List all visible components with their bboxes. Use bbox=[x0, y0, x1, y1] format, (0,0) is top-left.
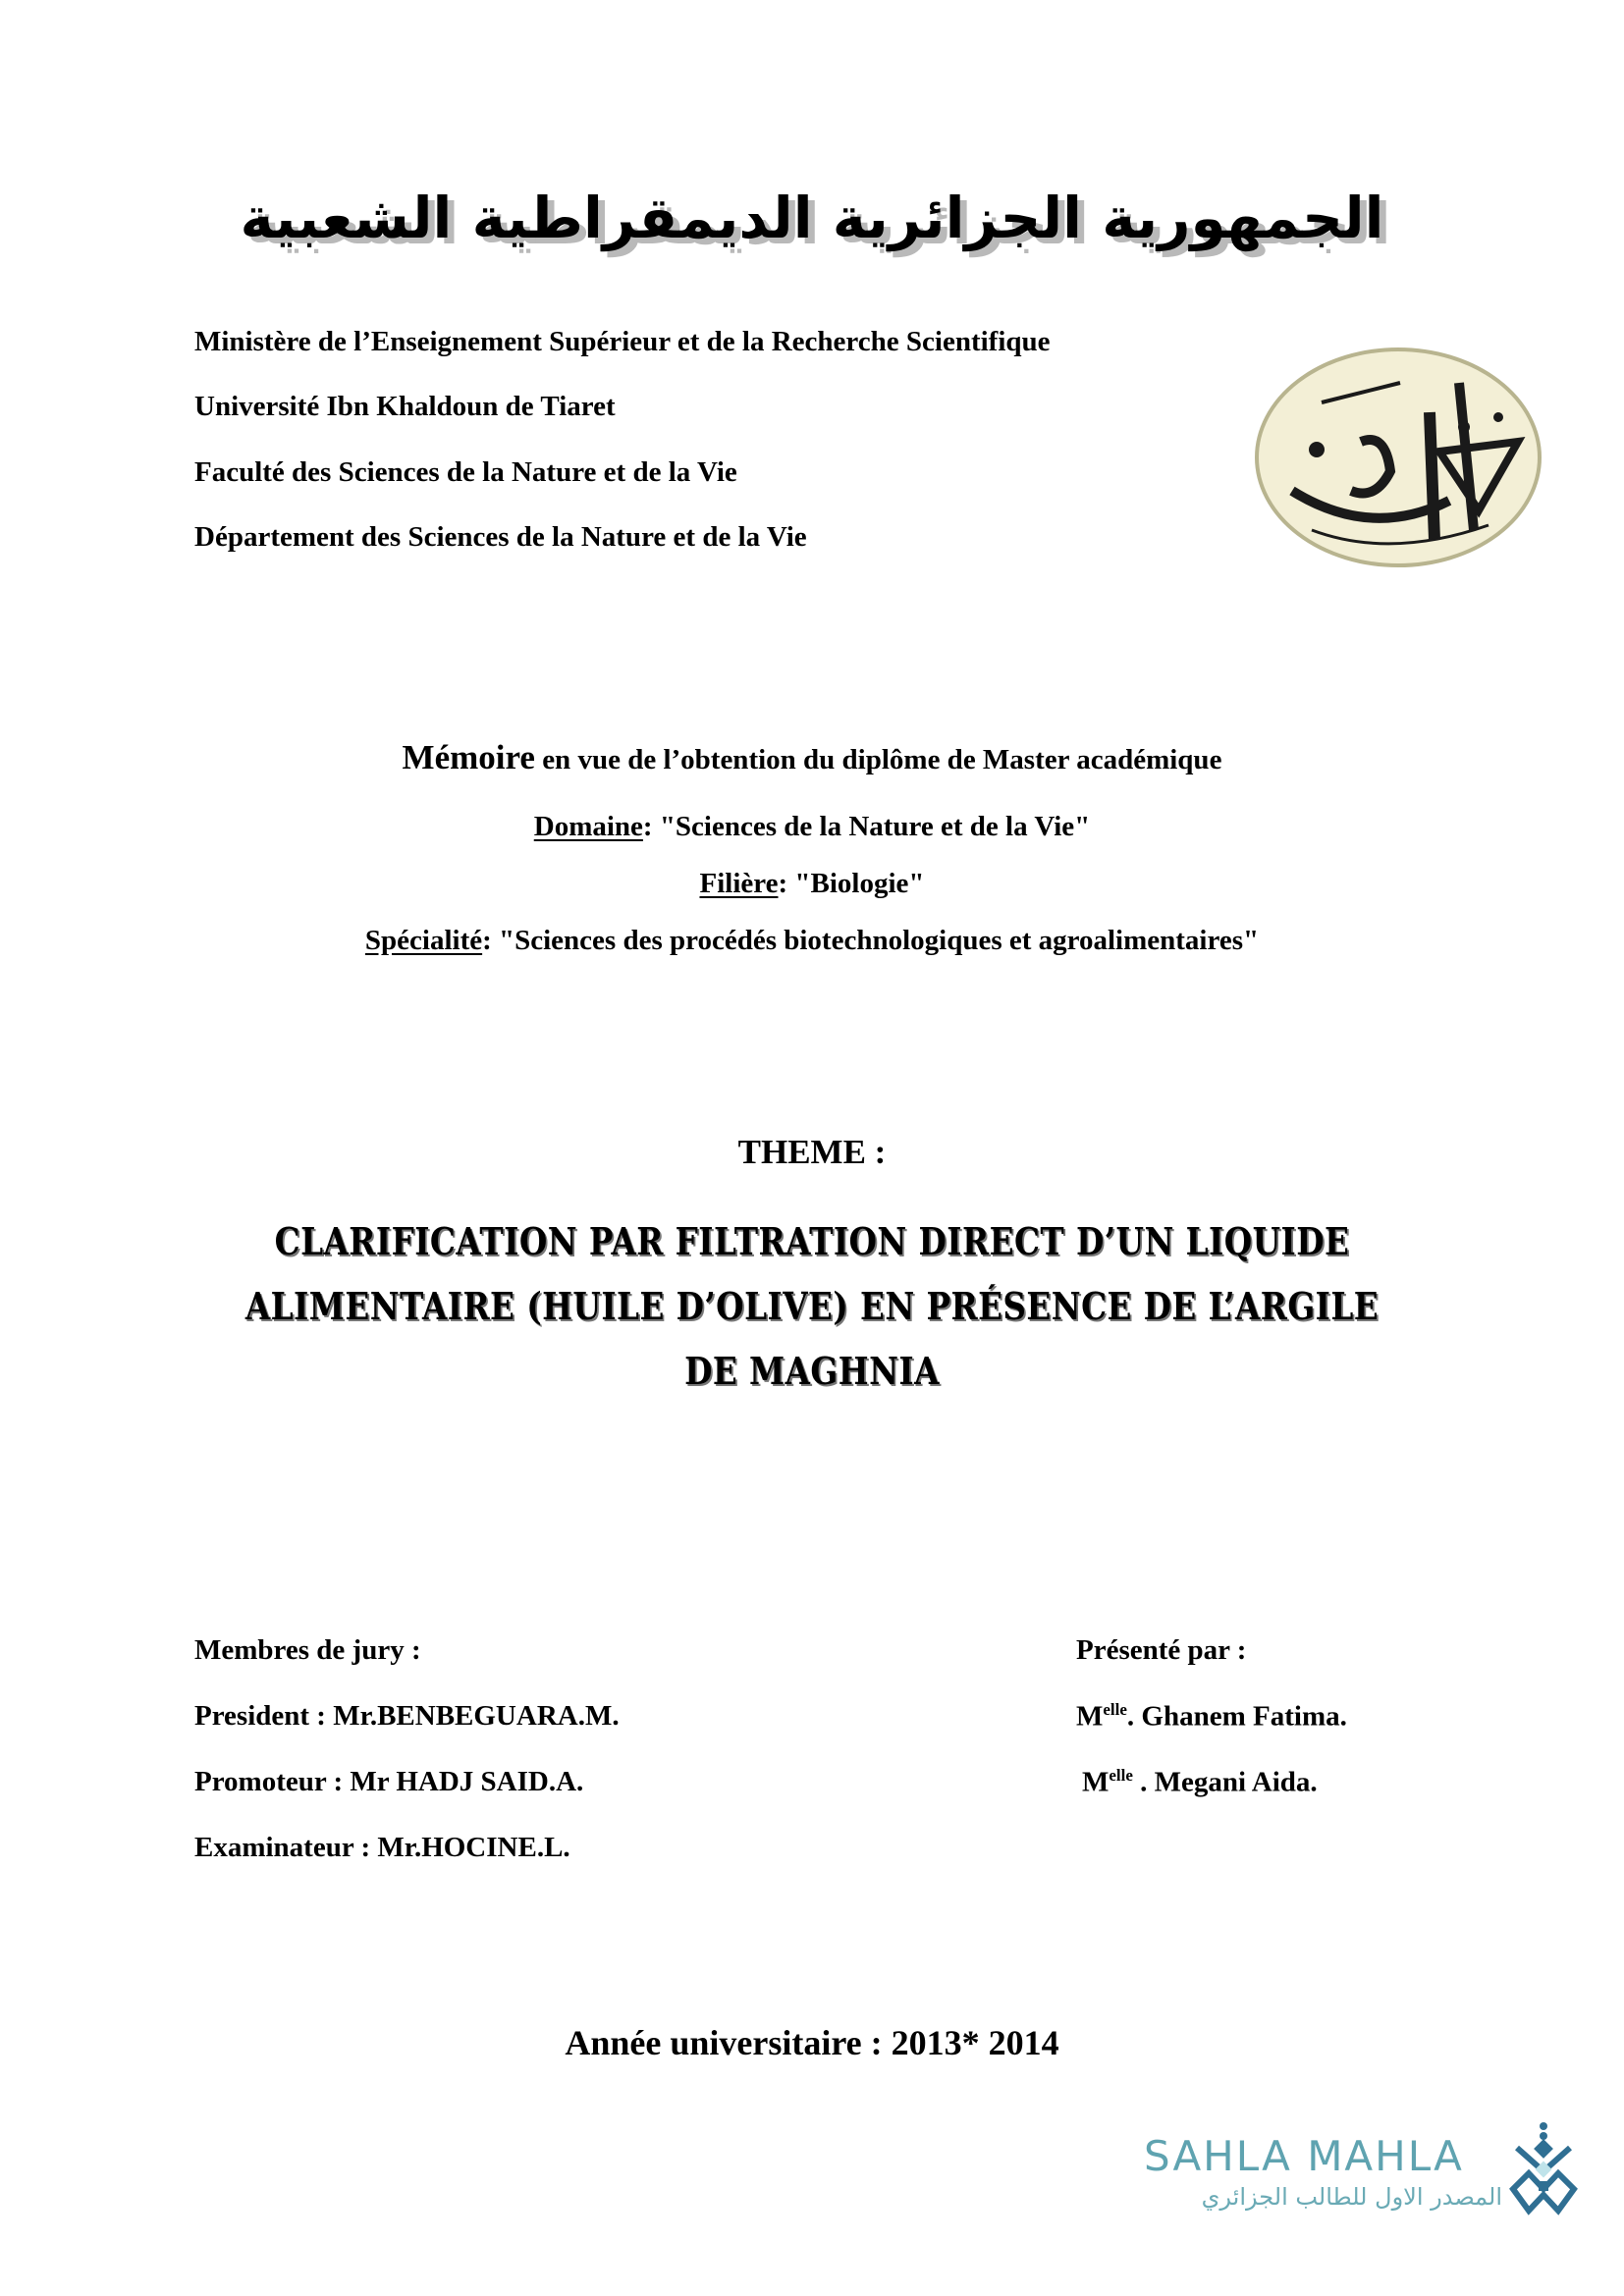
student-prefix: M bbox=[1082, 1766, 1110, 1798]
sahla-mahla-watermark bbox=[1144, 2132, 1576, 2230]
domaine-label: Domaine bbox=[533, 811, 643, 842]
domaine-line bbox=[0, 811, 1624, 843]
domaine-value: : "Sciences de la Nature et de la Vie" bbox=[642, 811, 1091, 842]
memoire-rest: en vue de l’obtention du diplôme de Master académique bbox=[534, 744, 1222, 775]
jury-heading: Membres de jury : bbox=[194, 1634, 421, 1666]
watermark-tagline: المصدر الاول للطالب الجزائري bbox=[1201, 2183, 1502, 2211]
sahla-mahla-logo-icon bbox=[1509, 2120, 1578, 2218]
jury-name: Mr HADJ SAID.A. bbox=[350, 1766, 584, 1797]
department-line: Département des Sciences de la Nature et de la Vie bbox=[194, 521, 807, 553]
student-2 bbox=[1082, 1766, 1318, 1799]
student-sup: elle bbox=[1109, 1766, 1133, 1785]
specialite-value: : "Sciences des procédés biotechnologiques et agroalimentaires" bbox=[482, 925, 1260, 956]
specialite-label: Spécialité bbox=[364, 925, 483, 956]
memoire-lead: Mémoire bbox=[402, 738, 535, 776]
theme-label: THEME : bbox=[737, 1133, 887, 1171]
jury-president bbox=[194, 1700, 620, 1733]
student-name: . Megani Aida. bbox=[1132, 1766, 1318, 1798]
filiere-value: : "Biologie" bbox=[778, 868, 925, 899]
jury-role: Examinateur : bbox=[194, 1832, 378, 1863]
specialite-line bbox=[0, 925, 1624, 957]
ministry-line: Ministère de l’Enseignement Supérieur et de la Recherche Scientifique bbox=[194, 326, 1051, 357]
watermark-brand: SAHLA MAHLA bbox=[1144, 2132, 1464, 2180]
jury-examinateur bbox=[194, 1832, 570, 1864]
faculty-line: Faculté des Sciences de la Nature et de la Vie bbox=[194, 456, 737, 488]
republic-title-arabic: الجمهورية الجزائرية الديمقراطية الشعبية bbox=[240, 185, 1384, 251]
jury-promoteur bbox=[194, 1766, 583, 1798]
theme-title-line: DE MAGHNIA bbox=[684, 1349, 940, 1393]
jury-name: Mr.BENBEGUARA.M. bbox=[333, 1700, 620, 1732]
theme-title-line: ALIMENTAIRE (HUILE D’OLIVE) EN PRÉSENCE DE L’ARGILE bbox=[244, 1284, 1380, 1328]
student-name: . Ghanem Fatima. bbox=[1126, 1700, 1347, 1733]
university-line: Université Ibn Khaldoun de Tiaret bbox=[194, 391, 616, 422]
academic-year: Année universitaire : 2013* 2014 bbox=[565, 2023, 1059, 2062]
student-sup: elle bbox=[1103, 1700, 1127, 1719]
theme-title-line: CLARIFICATION PAR FILTRATION DIRECT D’UN LIQUIDE bbox=[274, 1219, 1350, 1263]
jury-name: Mr.HOCINE.L. bbox=[377, 1832, 570, 1863]
memoire-line bbox=[0, 738, 1624, 777]
presented-heading: Présenté par : bbox=[1076, 1634, 1247, 1666]
jury-role: President : bbox=[194, 1700, 334, 1732]
university-seal-icon bbox=[1253, 344, 1543, 571]
filiere-line bbox=[0, 868, 1624, 900]
jury-role: Promoteur : bbox=[194, 1766, 351, 1797]
theme-title bbox=[241, 1209, 1383, 1404]
student-1 bbox=[1076, 1700, 1347, 1734]
filiere-label: Filière bbox=[699, 868, 779, 899]
student-prefix: M bbox=[1076, 1700, 1104, 1733]
